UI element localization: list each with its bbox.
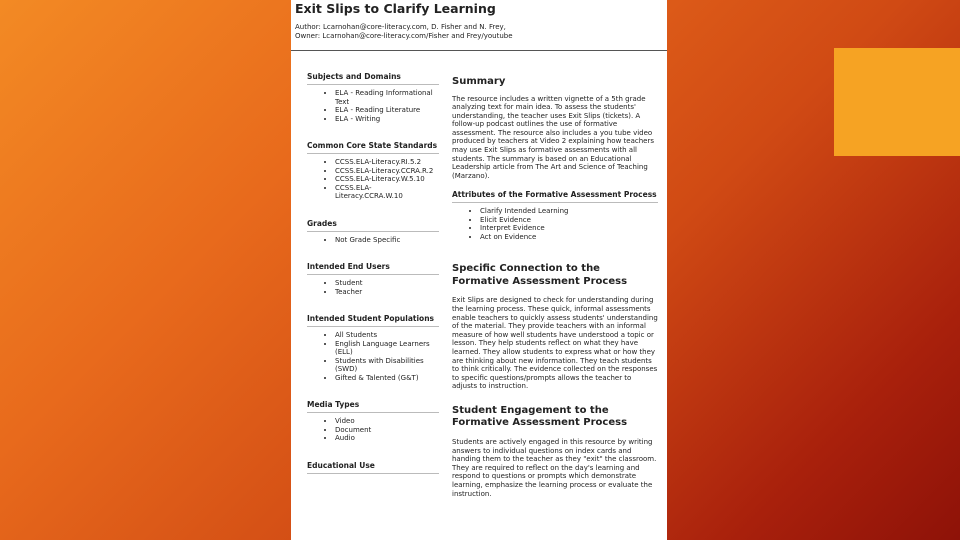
list-item: • Act on Evidence — [480, 233, 658, 242]
section-heading: Media Types — [307, 400, 439, 413]
metadata-column — [307, 72, 439, 492]
section-student-populations — [307, 314, 439, 382]
list-item: • CCSS.ELA-Literacy.CCRA.W.10 — [335, 184, 439, 201]
list-item: • Teacher — [335, 288, 439, 297]
document-title: Exit Slips to Clarify Learning — [295, 1, 496, 16]
section-end-users — [307, 262, 439, 296]
document-header — [295, 0, 665, 41]
engagement-heading-line: Formative Assessment Process — [452, 417, 628, 429]
engagement-heading-line: Student Engagement to the — [452, 404, 609, 416]
connection-heading-line: Specific Connection to the — [452, 263, 600, 275]
author-line: Author: Lcarnohan@core-literacy.com, D. Fisher and N. Frey, — [295, 23, 506, 31]
section-heading: Common Core State Standards — [307, 141, 439, 154]
list-item: • Student — [335, 279, 439, 288]
list-item: • Video — [335, 417, 439, 426]
engagement-text: Students are actively engaged in this resource by writing answers to individual questions on index cards and handing them to the teacher as they "exit" the classroom. They are required to reflect on the day's learning and respond to questions or prompts which demonstrate learning, emphasize the learning process or evaluate the instruction. — [452, 437, 657, 498]
list-item: • Students with Disabilities (SWD) — [335, 357, 439, 374]
list-item: • Document — [335, 426, 439, 435]
section-grades — [307, 219, 439, 245]
section-heading: Intended Student Populations — [307, 314, 439, 327]
header-divider — [291, 50, 667, 51]
list-item: • CCSS.ELA-Literacy.RI.5.2 — [335, 158, 439, 167]
accent-square — [834, 48, 960, 156]
document-page — [291, 0, 667, 540]
list-item: • Not Grade Specific — [335, 236, 439, 245]
content-column — [452, 76, 658, 498]
owner-line: Owner: Lcarnohan@core-literacy.com/Fisher and Frey/youtube — [295, 32, 513, 40]
list-item: • Elicit Evidence — [480, 216, 658, 225]
section-heading: Grades — [307, 219, 439, 232]
list-item: • CCSS.ELA-Literacy.W.5.10 — [335, 175, 439, 184]
section-subjects — [307, 72, 439, 123]
summary-heading: Summary — [452, 76, 506, 87]
list-item: • CCSS.ELA-Literacy.CCRA.R.2 — [335, 167, 439, 176]
connection-text: Exit Slips are designed to check for understanding during the learning process. These quick, informal assessments enable teachers to quickly assess students' understanding of the material. They provide teachers with an informal measure of how well students have understood a topic or lesson. They help students reflect on what they have learned. They allow students to express what or how they are thinking about new information. They teach students to think critically. The evidence collected on the responses to specific questions/prompts allows the teacher to adjusts to instruction. — [452, 296, 658, 391]
section-media-types — [307, 400, 439, 443]
list-item: • English Language Learners (ELL) — [335, 340, 439, 357]
list-item: • Clarify Intended Learning — [480, 207, 658, 216]
connection-heading-line: Formative Assessment Process — [452, 275, 628, 287]
connection-heading — [452, 263, 658, 288]
list-item: • All Students — [335, 331, 439, 340]
engagement-heading — [452, 405, 658, 430]
summary-text: The resource includes a written vignette of a 5th grade analyzing text for main idea. To assess the students' understanding, the teacher uses Exit Slips (tickets). A follow-up podcast outlines the use of formative assessment. The resource also includes a you tube video produced by teachers at Video 2 explaining how teachers may use Exit Slips as formative assessments with all students. The summary is based on an Educational Leadership article from The Art and Science of Teaching (Marzano). — [452, 94, 654, 180]
section-heading: Educational Use — [307, 461, 439, 474]
attributes-list — [452, 207, 658, 241]
section-standards — [307, 141, 439, 201]
section-heading: Subjects and Domains — [307, 72, 439, 85]
list-item: • ELA - Writing — [335, 115, 439, 124]
list-item: • Gifted & Talented (G&T) — [335, 374, 439, 383]
attributes-heading: Attributes of the Formative Assessment Process — [452, 190, 658, 203]
list-item: • Audio — [335, 434, 439, 443]
list-item: • Interpret Evidence — [480, 224, 658, 233]
list-item: • ELA - Reading Informational Text — [335, 89, 439, 106]
list-item: • ELA - Reading Literature — [335, 106, 439, 115]
section-heading: Intended End Users — [307, 262, 439, 275]
section-educational-use — [307, 461, 439, 474]
